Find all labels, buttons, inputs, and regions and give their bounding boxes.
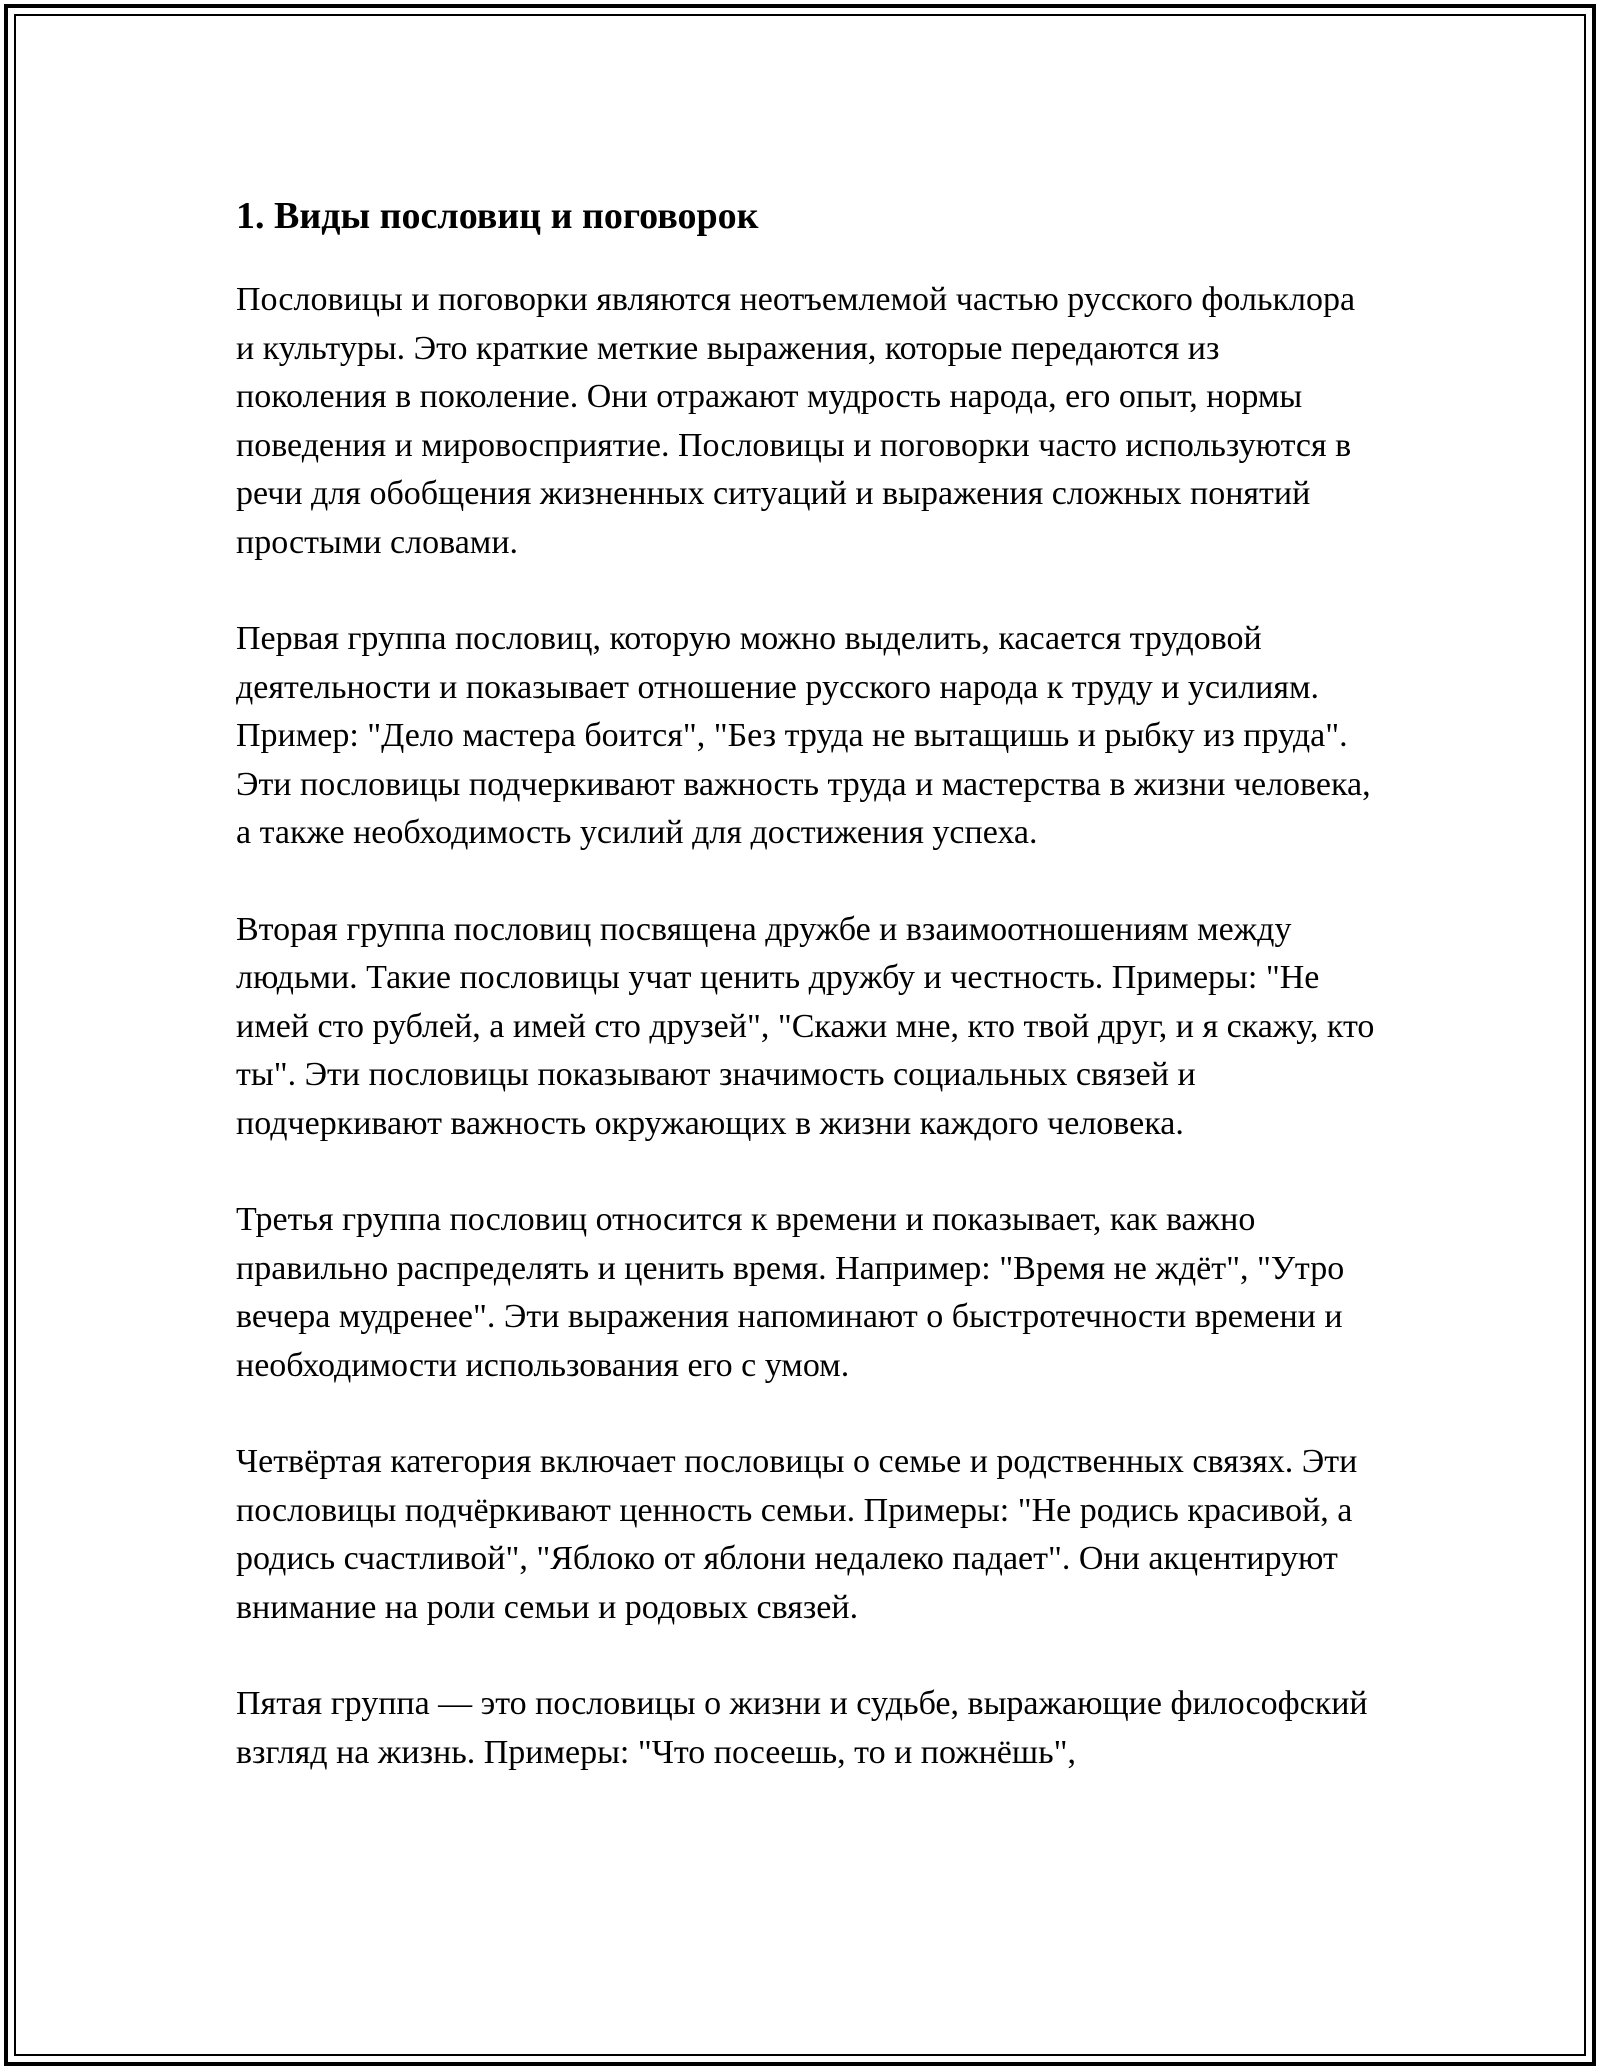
paragraph-friendship-proverbs: Вторая группа пословиц посвящена дружбе и взаимоотношениям между людьми. Такие пословицы учат ценить дружбу и честность. Примеры: "Не имей сто рублей, а имей сто друзей", "Скажи мне, кто твой друг, и я скажу, кто ты". Эти пословицы показывают значимость социальных связей и подчеркивают важность окружающих в жизни каждого человека. bbox=[236, 910, 1375, 1142]
paragraph-time-proverbs: Третья группа пословиц относится к времени и показывает, как важно правильно распределять и ценить время. Например: "Время не ждёт", "Утро вечера мудренее". Эти выражения напоминают о быстротечности времени и необходимости использования его с умом. bbox=[236, 1201, 1345, 1384]
paragraph-family-proverbs: Четвёртая категория включает пословицы о семье и родственных связях. Эти пословицы подчёркивают ценность семьи. Примеры: "Не родись красивой, а родись счастливой", "Яблоко от яблони недалеко падает". Они акцентируют внимание на роли семьи и родовых связей. bbox=[236, 1443, 1358, 1626]
paragraph-labor-proverbs: Первая группа пословиц, которую можно выделить, касается трудовой деятельности и показывает отношение русского народа к труду и усилиям. Пример: "Дело мастера боится", "Без труда не вытащишь и рыбку из пруда". Эти пословицы подчеркивают важность труда и мастерства в жизни человека, а также необходимость усилий для достижения успеха. bbox=[236, 620, 1371, 851]
paragraph-life-proverbs: Пятая группа — это пословицы о жизни и судьбе, выражающие философский взгляд на жизнь. Примеры: "Что посеешь, то и пожнёшь", bbox=[236, 1685, 1368, 1771]
section-title: 1. Виды пословиц и поговорок bbox=[236, 195, 759, 237]
paragraph-intro: Пословицы и поговорки являются неотъемлемой частью русского фольклора и культуры. Это краткие меткие выражения, которые передаются из поколения в поколение. Они отражают мудрость народа, его опыт, нормы поведения и мировосприятие. Пословицы и поговорки часто используются в речи для обобщения жизненных ситуаций и выражения сложных понятий простыми словами. bbox=[236, 281, 1356, 561]
document-body bbox=[236, 188, 1376, 1825]
